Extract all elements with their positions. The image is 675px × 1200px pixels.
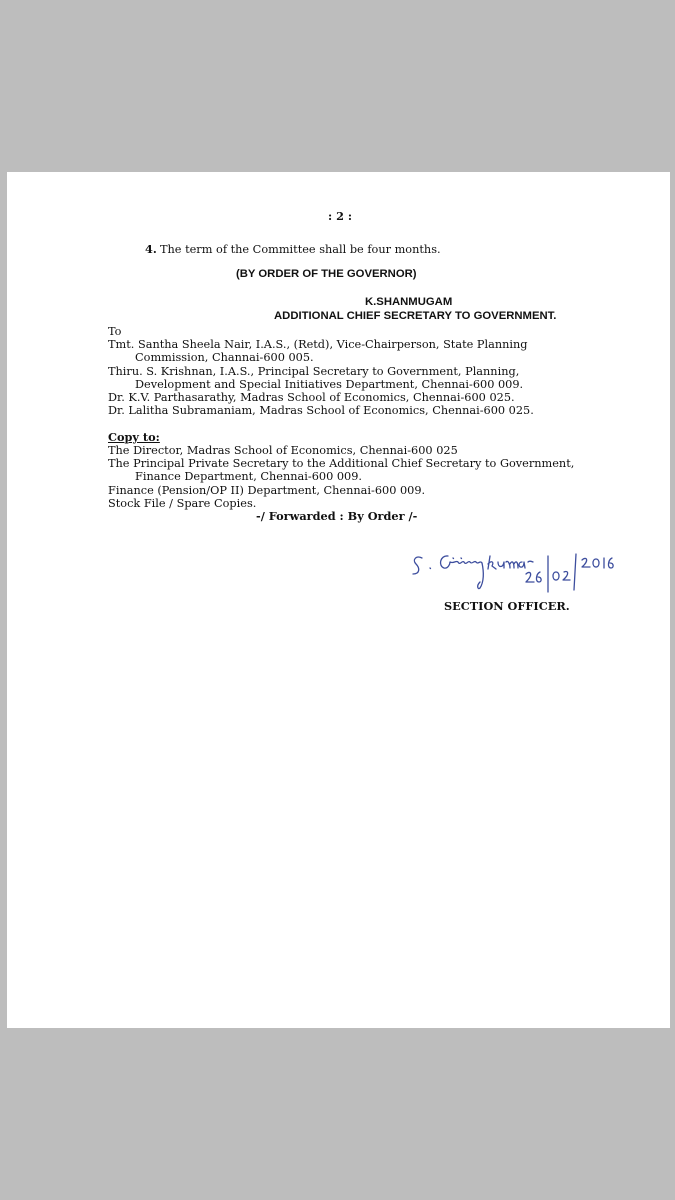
- order-line: (BY ORDER OF THE GOVERNOR): [236, 268, 417, 280]
- section-officer: SECTION OFFICER.: [444, 599, 570, 613]
- paragraph-text: The term of the Committee shall be four months.: [160, 243, 441, 256]
- copy-to-line-5: Stock File / Spare Copies.: [108, 497, 257, 510]
- copy-to-line-4: Finance (Pension/OP II) Department, Chennai-600 009.: [108, 484, 426, 497]
- addressee-2-line-2: Development and Special Initiatives Department, Chennai-600 009.: [135, 378, 524, 391]
- addressee-4: Dr. Lalitha Subramaniam, Madras School of Economics, Chennai-600 025.: [108, 404, 534, 417]
- to-label: To: [108, 325, 122, 338]
- copy-to-line-1: The Director, Madras School of Economics, Chennai-600 025: [108, 444, 458, 457]
- signatory-designation: ADDITIONAL CHIEF SECRETARY TO GOVERNMENT.: [274, 310, 557, 322]
- copy-to-label: Copy to:: [108, 430, 160, 444]
- signatory-name: K.SHANMUGAM: [365, 296, 453, 308]
- paragraph-number: 4.: [145, 242, 157, 256]
- copy-to-line-2: The Principal Private Secretary to the Additional Chief Secretary to Government,: [108, 457, 575, 470]
- handwritten-signature: [408, 552, 618, 602]
- copy-to-line-3: Finance Department, Chennai-600 009.: [135, 470, 363, 483]
- forwarded-line: -/ Forwarded : By Order /-: [256, 509, 418, 523]
- addressee-2-line-1: Thiru. S. Krishnan, I.A.S., Principal Secretary to Government, Planning,: [108, 365, 520, 378]
- addressee-3: Dr. K.V. Parthasarathy, Madras School of Economics, Chennai-600 025.: [108, 391, 515, 404]
- addressee-1-line-2: Commission, Channai-600 005.: [135, 351, 314, 364]
- addressee-1-line-1: Tmt. Santha Sheela Nair, I.A.S., (Retd), Vice-Chairperson, State Planning: [108, 338, 528, 351]
- page-number: : 2 :: [328, 209, 353, 223]
